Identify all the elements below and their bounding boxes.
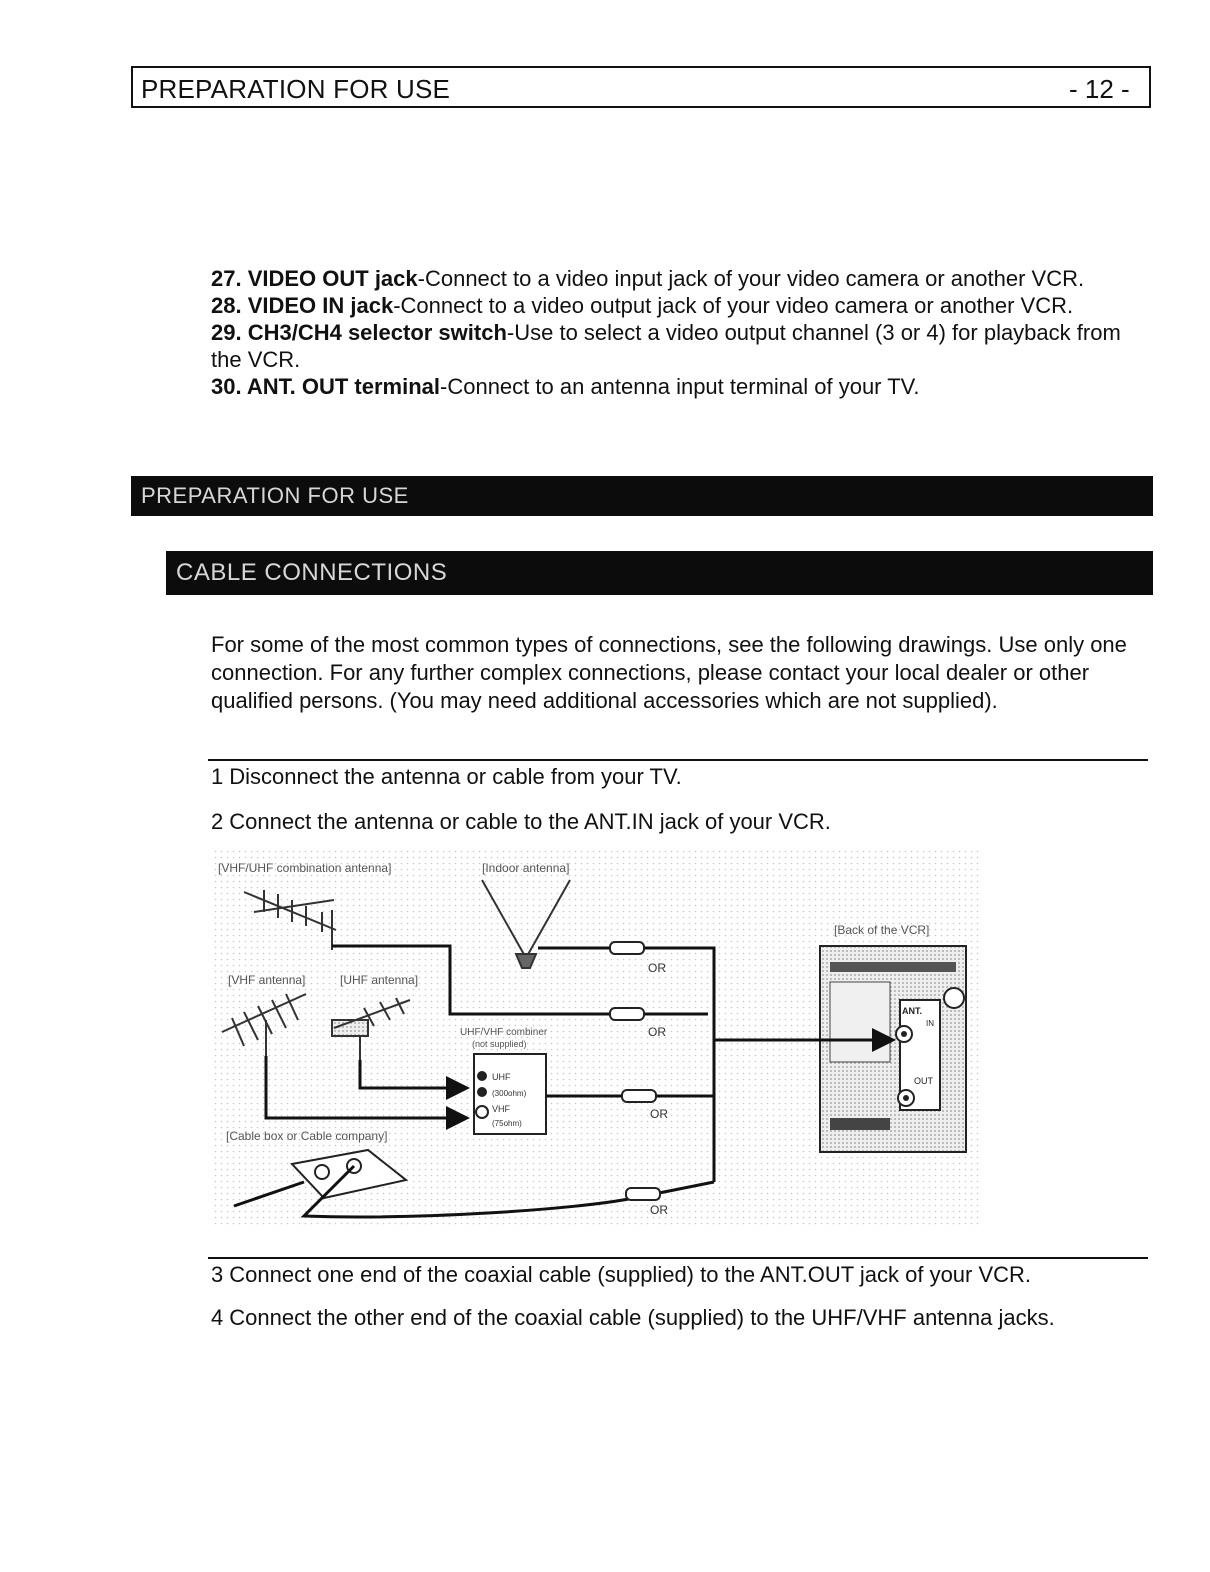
label-cable-box: [Cable box or Cable company] (226, 1129, 388, 1143)
step-4: 4 Connect the other end of the coaxial cable (supplied) to the UHF/VHF antenna jacks. (211, 1305, 1055, 1330)
divider (208, 759, 1148, 761)
step-1: 1 Disconnect the antenna or cable from your TV. (211, 764, 682, 789)
step-3: 3 Connect one end of the coaxial cable (supplied) to the ANT.OUT jack of your VCR. (211, 1262, 1032, 1287)
svg-text:OUT: OUT (914, 1076, 933, 1086)
label-uhf-antenna: [UHF antenna] (340, 973, 419, 987)
section-heading: PREPARATION FOR USE (131, 476, 1153, 516)
or-label: OR (650, 1107, 668, 1121)
header-title: PREPARATION FOR USE (141, 74, 451, 104)
step-2: 2 Connect the antenna or cable to the ANT.IN jack of your VCR. (211, 809, 831, 834)
connection-diagram (214, 850, 980, 1226)
or-label: OR (648, 961, 666, 975)
intro-paragraph: For some of the most common types of connections, see the following drawings. Use only one connection. For any further complex connections, please contact your local dealer or other qualified persons. (You may need additional accessories which are not supplied). (211, 632, 1127, 713)
page-header (131, 66, 1151, 108)
page-number: - 12 - (1069, 74, 1130, 104)
label-vhf-antenna: [VHF antenna] (228, 973, 306, 987)
label-combiner: UHF/VHF combiner (460, 1027, 548, 1038)
list-item: 29. CH3/CH4 selector switch-Use to select a video output channel (3 or 4) for playback from the VCR. (211, 320, 1121, 372)
label-combo-antenna: [VHF/UHF combination antenna] (218, 861, 392, 875)
or-label: OR (650, 1203, 668, 1217)
list-item: 27. VIDEO OUT jack-Connect to a video input jack of your video camera or another VCR. (211, 266, 1085, 291)
label-indoor-antenna: [Indoor antenna] (482, 861, 570, 875)
divider (208, 1257, 1148, 1259)
svg-text:ANT.: ANT. (902, 1006, 922, 1016)
svg-text:UHF: UHF (492, 1072, 511, 1082)
jack-descriptions (211, 265, 1131, 400)
svg-text:(300ohm): (300ohm) (492, 1089, 527, 1098)
subsection-heading: CABLE CONNECTIONS (166, 551, 1153, 595)
or-label: OR (648, 1025, 666, 1039)
svg-text:IN: IN (926, 1019, 934, 1028)
list-item: 28. VIDEO IN jack-Connect to a video output jack of your video camera or another VCR. (211, 293, 1074, 318)
list-item: 30. ANT. OUT terminal-Connect to an antenna input terminal of your TV. (211, 374, 920, 399)
vcr-back-panel (820, 946, 966, 1152)
svg-text:(75ohm): (75ohm) (492, 1119, 522, 1128)
label-back-vcr: [Back of the VCR] (834, 923, 930, 937)
combiner-box (474, 1054, 546, 1134)
svg-text:VHF: VHF (492, 1104, 510, 1114)
label-not-supplied: (not supplied) (472, 1039, 527, 1049)
